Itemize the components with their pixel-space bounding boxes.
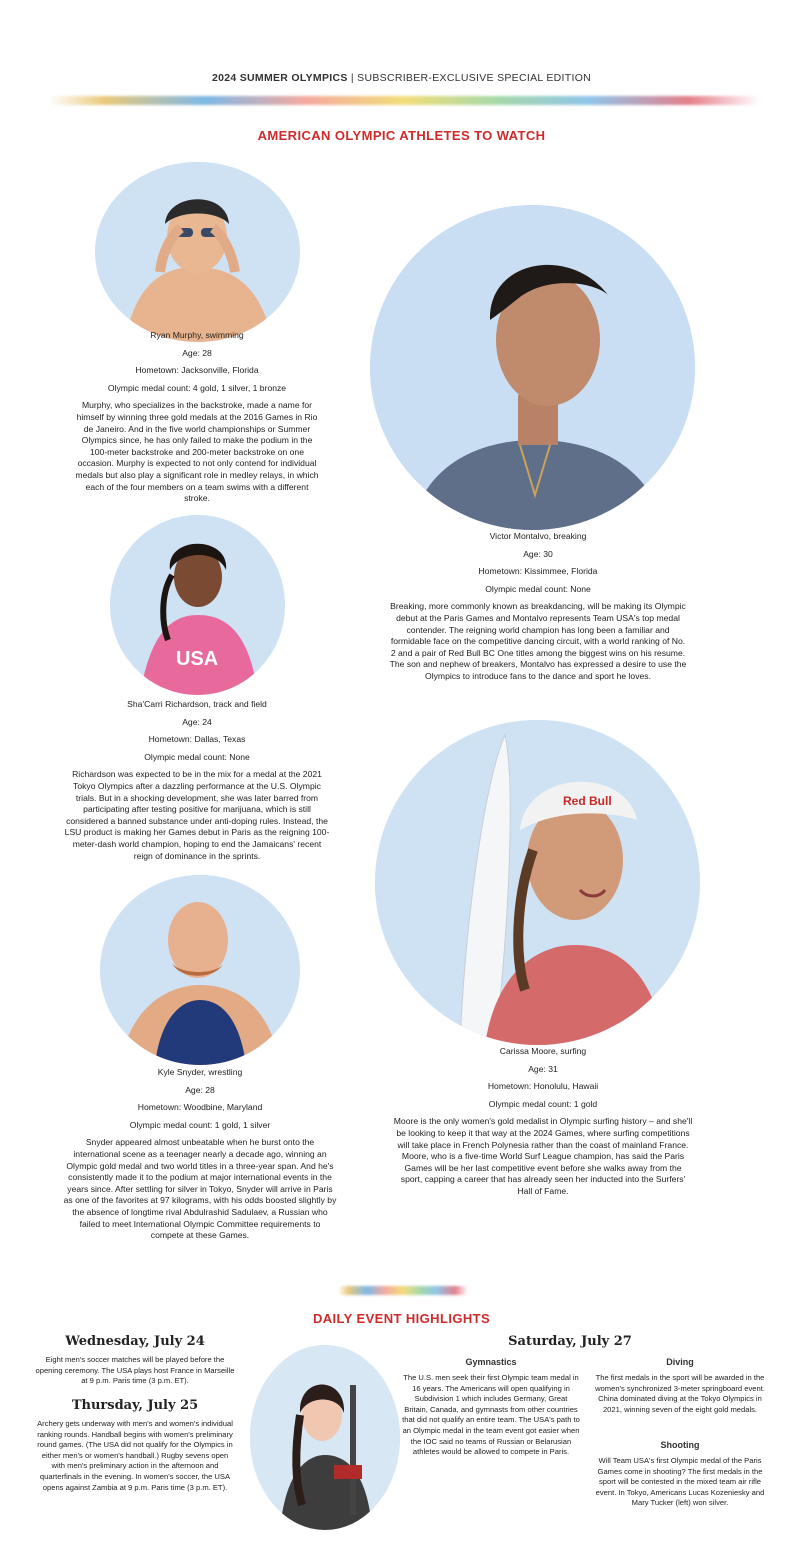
athlete-caption: Ryan Murphy, swimming [150, 330, 244, 340]
event-day-wednesday [35, 1334, 235, 1387]
athlete-photo-snyder [100, 875, 300, 1065]
athlete-age: Age: 28 [182, 347, 212, 358]
athlete-card-snyder [62, 1067, 338, 1242]
athlete-hometown: Hometown: Honolulu, Hawaii [487, 1081, 599, 1092]
svg-text:Red Bull: Red Bull [563, 794, 612, 808]
section-color-stripe [338, 1286, 468, 1295]
day-text: Eight men's soccer matches will be played before the opening ceremony. The USA plays host France in Marseille at 9 p.m. Paris time (3 p.m. ET). [35, 1355, 235, 1386]
day-heading: Wednesday, July 24 [65, 1334, 205, 1349]
athlete-photo-montalvo [370, 205, 695, 530]
athlete-bio: Breaking, more commonly known as breakdancing, will be making its Olympic debut at the Paris Games and Montalvo represents Team USA's top medal contender. The reigning world champion has long been a familiar and formidable face on the competitive dancing circuit, with a world ranking of No. 2 and a pair of Red Bull BC One titles among the biggest wins on his resume. The son and nephew of breakers, Montalvo has expressed a desire to use the Olympics to introduce fans to the dance and sport he loves. [389, 601, 687, 681]
event-diving [590, 1357, 770, 1415]
athlete-medals: Olympic medal count: 1 gold [488, 1098, 598, 1109]
athlete-age: Age: 30 [523, 548, 553, 559]
athlete-age: Age: 28 [185, 1084, 215, 1095]
header-color-stripe [48, 96, 760, 105]
athlete-medals: Olympic medal count: 4 gold, 1 silver, 1 bronze [107, 382, 287, 393]
athlete-card-murphy [72, 330, 322, 505]
swimmer-illustration [95, 162, 300, 342]
athlete-age: Age: 31 [528, 1063, 558, 1074]
event-day-thursday [35, 1398, 235, 1493]
edition-title: 2024 SUMMER OLYMPICS [211, 72, 348, 84]
edition-subtitle: SUBSCRIBER-EXCLUSIVE SPECIAL EDITION [357, 72, 592, 84]
event-shooting [590, 1440, 770, 1509]
athlete-bio: Richardson was expected to be in the mix for a medal at the 2021 Tokyo Olympics after a dazzling performance at the U.S. Olympic trials. But in a shocking development, she was later barred from participating after testing positive for marijuana, which is still considered a banned substance under anti-doping rules. Instead, the LSU product is making her Games debut in Paris as the reigning 100-meter-dash world champion, hoping to end the Jamaicans' recent reign of dominance in the sprints. [64, 769, 330, 861]
athlete-hometown: Hometown: Kissimmee, Florida [478, 566, 598, 577]
athlete-hometown: Hometown: Woodbine, Maryland [137, 1102, 263, 1113]
shooter-photo [250, 1345, 400, 1530]
sport-text: The U.S. men seek their first Olympic team medal in 16 years. The Americans will open qualifying in Subdivision 1 which includes Germany, Great Britain, Canada, and gymnasts from other countries that did not qualify an entire team. The USA's path to an Olympic medal in the team event got easier when the IOC said no teams of Russian or Belarusian athletes would be allowed to compete in Paris. [402, 1373, 580, 1457]
breakdancer-illustration [370, 205, 695, 530]
athlete-bio: Moore is the only women's gold medalist in Olympic surfing history – and she'll be looking to keep it that way at the 2024 Games, where surfing competitions will take place in French Polynesia rather than the coast of mainland France. Moore, who is a five-time World Surf League champion, has said the Paris Games will be her last competitive event before she walks away from the sport, capping a career that has already seen her inducted into the Surfers' Hall of Fame. [393, 1116, 693, 1196]
athlete-caption: Victor Montalvo, breaking [489, 531, 587, 541]
sport-text: Will Team USA's first Olympic medal of the Paris Games come in shooting? The first medals in the sport will be contested in the mixed team air rifle event. In Tokyo, Americans Lucas Kozeniesky and Mary Tucker (left) won silver. [595, 1456, 765, 1508]
athlete-hometown: Hometown: Dallas, Texas [148, 734, 246, 745]
athlete-medals: Olympic medal count: None [144, 751, 250, 762]
athlete-caption: Sha'Carri Richardson, track and field [127, 699, 267, 709]
athlete-photo-richardson [110, 515, 285, 695]
sprinter-illustration [110, 515, 285, 695]
svg-text:USA: USA [176, 648, 219, 670]
athlete-hometown: Hometown: Jacksonville, Florida [135, 365, 259, 376]
sport-heading: Shooting [660, 1440, 700, 1450]
event-gymnastics [402, 1357, 580, 1458]
athlete-bio: Snyder appeared almost unbeatable when he burst onto the international scene as a teenager nearly a decade ago, winning an Olympic gold medal and two world titles in a three-year span. And he's consistently made it to the podium at major international events in the years since. After settling for silver in Tokyo, Snyder will arrive in Paris as one of the favorites at 97 kilograms, with his odds boosted slightly by the absence of longtime rival Abdulrashid Sadulaev, a Russian who failed to meet International Olympic Committee requirements to compete at these Games. [63, 1137, 337, 1241]
day-heading: Thursday, July 25 [71, 1398, 199, 1413]
athlete-bio: Murphy, who specializes in the backstroke, made a name for himself by winning three gold medals at the 2016 Games in Rio de Janeiro. And in the five world championships or Summer Olympics since, he has only failed to make the podium in the 100-meter backstroke and 200-meter backstroke on one occasion. Murphy is expected to not only contend for individual medals but also play a significant role in medley relays, in which each of the four members on a team swims with a different stroke. [75, 400, 319, 504]
athlete-card-montalvo [388, 531, 688, 683]
day-text: Archery gets underway with men's and women's individual ranking rounds. Handball begins with women's preliminary round games. (The USA did not qualify for the Olympics in either men's or women's handball.) Rugby sevens open with men's preliminary action in the afternoon and quarterfinals in the evening. In women's soccer, the USA opens against Zambia at 9 p.m. Paris time (3 p.m. ET). [37, 1419, 233, 1492]
athlete-medals: Olympic medal count: 1 gold, 1 silver [129, 1119, 271, 1130]
sport-heading: Diving [666, 1357, 694, 1367]
sport-heading: Gymnastics [465, 1357, 517, 1367]
events-section-title: DAILY EVENT HIGHLIGHTS [312, 1311, 491, 1326]
athlete-medals: Olympic medal count: None [485, 583, 591, 594]
edition-header [0, 72, 803, 84]
saturday-heading: Saturday, July 27 [508, 1334, 632, 1349]
athlete-card-richardson [62, 699, 332, 862]
athlete-caption: Carissa Moore, surfing [499, 1046, 587, 1056]
athlete-photo-murphy [95, 162, 300, 342]
athlete-card-moore [393, 1046, 693, 1198]
shooter-illustration [250, 1345, 400, 1530]
sport-text: The first medals in the sport will be awarded in the women's synchronized 3-meter springboard event. China dominated diving at the Tokyo Olympics in 2021, winning seven of the eight gold medals. [595, 1373, 765, 1414]
wrestler-illustration [100, 875, 300, 1065]
surfer-illustration [375, 720, 700, 1045]
athlete-age: Age: 24 [182, 716, 212, 727]
athlete-caption: Kyle Snyder, wrestling [157, 1067, 243, 1077]
edition-separator: | [350, 72, 354, 84]
athlete-photo-moore [375, 720, 700, 1045]
section-title: AMERICAN OLYMPIC ATHLETES TO WATCH [257, 128, 546, 143]
